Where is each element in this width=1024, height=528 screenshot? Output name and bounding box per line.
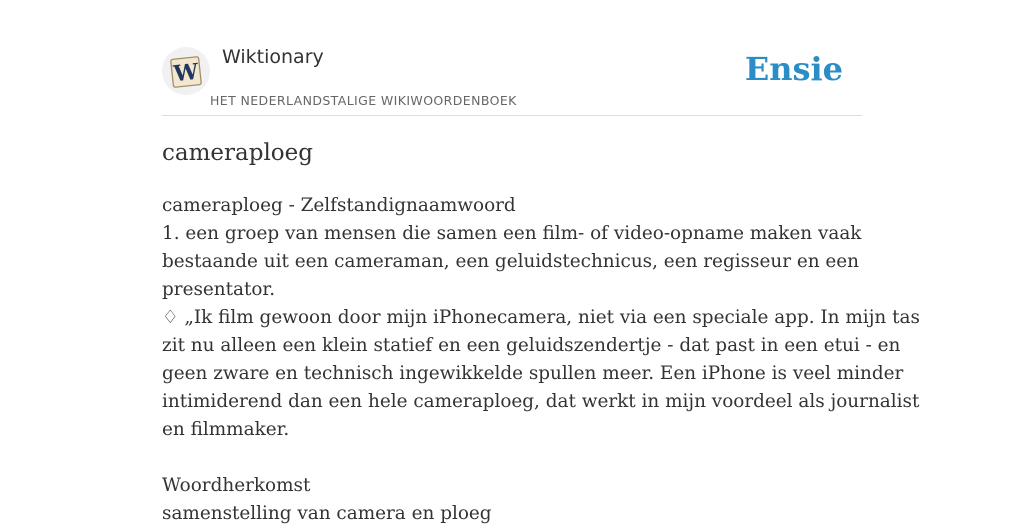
entry-line: en filmmaker.	[162, 419, 290, 440]
header-divider	[162, 115, 862, 116]
site-tagline: HET NEDERLANDSTALIGE WIKIWOORDENBOEK	[210, 93, 517, 108]
entry-line: ♢ „Ik film gewoon door mijn iPhonecamera, niet via een speciale app. In mijn tas	[162, 307, 920, 328]
logo-letter: W	[172, 58, 200, 88]
section-text: samenstelling van camera en ploeg	[162, 503, 492, 524]
wiktionary-logo-icon[interactable]	[162, 47, 210, 95]
entry-line: zit nu alleen een klein statief en een geluidszendertje - dat past in een etui - en	[162, 335, 901, 356]
entry-content	[162, 192, 920, 528]
entry-line: 1. een groep van mensen die samen een film- of video-opname maken vaak	[162, 223, 862, 244]
entry-line: geen zware en technisch ingewikkelde spullen meer. Een iPhone is veel minder	[162, 363, 904, 384]
entry-line: intimiderend dan een hele cameraploeg, dat werkt in mijn voordeel als journalist	[162, 391, 920, 412]
site-name[interactable]: Wiktionary	[222, 46, 324, 68]
spacer	[162, 444, 862, 472]
entry-line: presentator.	[162, 279, 276, 300]
section-heading: Woordherkomst	[162, 475, 311, 496]
entry-card	[162, 0, 920, 524]
entry-line: bestaande uit een cameraman, een geluidstechnicus, een regisseur en een	[162, 251, 860, 272]
page-title: cameraploeg	[162, 140, 313, 166]
brand-logo[interactable]: Ensie	[744, 50, 843, 88]
entry-line: cameraploeg - Zelfstandignaamwoord	[162, 195, 516, 216]
